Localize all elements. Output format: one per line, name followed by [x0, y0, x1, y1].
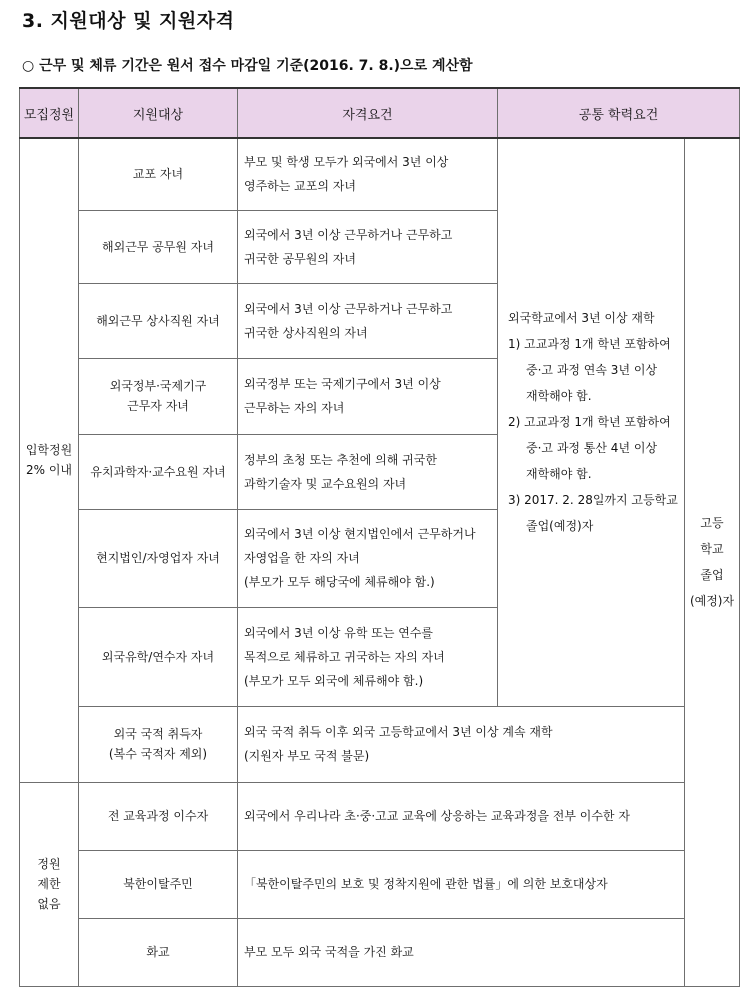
- requirement-cell: [238, 434, 498, 509]
- section-note: ○ 근무 및 체류 기간은 원서 접수 마감일 기준(2016. 7. 8.)으로 계산함: [22, 58, 473, 74]
- requirement-cell: [238, 138, 498, 210]
- requirement-text: 외국에서 3년 이상 현지법인에서 근무하거나: [244, 527, 476, 541]
- quota-none-line: 없음: [37, 897, 61, 911]
- common-item: 3) 2017. 2. 28일까지 고등학교: [508, 493, 678, 508]
- requirement-text: 목적으로 체류하고 귀국하는 자의 자녀: [244, 649, 445, 664]
- target-text: 외국 국적 취득자: [113, 727, 203, 741]
- requirement-text: 귀국한 공무원의 자녀: [244, 251, 356, 266]
- target-cell: [79, 509, 238, 607]
- requirement-text: 외국에서 3년 이상 근무하거나 근무하고: [244, 301, 453, 316]
- requirement-text: (부모가 모두 해당국에 체류해야 함.): [244, 575, 435, 589]
- target-text: 교포 자녀: [132, 167, 184, 182]
- target-text: 유치과학자·교수요원 자녀: [90, 464, 226, 479]
- requirement-text: 외국 국적 취득 이후 외국 고등학교에서 3년 이상 계속 재학: [244, 725, 553, 739]
- requirement-cell: [238, 607, 498, 706]
- quota-main-line: 2% 이내: [25, 463, 73, 478]
- common-item: 1) 고교과정 1개 학년 포함하여: [508, 337, 671, 352]
- common-item-cont: 재학해야 함.: [526, 389, 592, 404]
- graduate-cell: [685, 138, 740, 986]
- requirement-text: 과학기술자 및 교수요원의 자녀: [244, 476, 407, 491]
- table-header-row: [20, 88, 740, 138]
- header-requirement: 자격요건: [238, 88, 498, 138]
- requirement-text: (지원자 부모 국적 불문): [244, 749, 370, 763]
- common-item-cont: 재학해야 함.: [526, 467, 592, 482]
- target-cell: 화교: [79, 918, 238, 986]
- requirement-cell: 「북한이탈주민의 보호 및 정착지원에 관한 법률」에 의한 보호대상자: [238, 850, 685, 918]
- requirement-text: 부모 및 학생 모두가 외국에서 3년 이상: [244, 155, 449, 170]
- requirement-text: 자영업을 한 자의 자녀: [244, 551, 360, 565]
- quota-main-line: 입학정원: [25, 443, 73, 458]
- requirement-cell: 외국에서 우리나라 초·중·고교 교육에 상응하는 교육과정을 전부 이수한 자: [238, 782, 685, 850]
- table-row: [20, 706, 740, 782]
- table-row: [20, 782, 740, 850]
- common-requirement-cell: [498, 138, 685, 706]
- table-row: [20, 918, 740, 986]
- header-common: 공통 학력요건: [498, 88, 740, 138]
- target-text: 현지법인/자영업자 자녀: [96, 551, 220, 565]
- requirement-cell: [238, 509, 498, 607]
- target-text: 해외근무 상사직원 자녀: [96, 313, 220, 328]
- requirement-text: (부모가 모두 외국에 체류해야 함.): [244, 673, 424, 688]
- target-cell: [79, 358, 238, 434]
- target-cell: [79, 434, 238, 509]
- requirement-text: 외국정부 또는 국제기구에서 3년 이상: [244, 377, 441, 391]
- target-cell: 전 교육과정 이수자: [79, 782, 238, 850]
- target-text: 해외근무 공무원 자녀: [102, 239, 214, 254]
- target-cell: [79, 706, 238, 782]
- target-cell: [79, 607, 238, 706]
- target-text: 근무자 자녀: [127, 399, 189, 413]
- requirement-text: 외국에서 3년 이상 유학 또는 연수를: [244, 625, 433, 640]
- target-cell: [79, 210, 238, 283]
- quota-main-cell: [20, 138, 79, 782]
- requirement-cell: [238, 358, 498, 434]
- common-item: 2) 고교과정 1개 학년 포함하여: [508, 415, 671, 430]
- requirement-cell: 부모 모두 외국 국적을 가진 화교: [238, 918, 685, 986]
- graduate-text: (예정)자: [689, 594, 735, 609]
- target-text: (복수 국적자 제외): [108, 747, 208, 761]
- target-cell: [79, 283, 238, 358]
- requirement-text: 외국에서 3년 이상 근무하거나 근무하고: [244, 227, 453, 242]
- graduate-text: 고등: [700, 516, 724, 531]
- target-cell: 북한이탈주민: [79, 850, 238, 918]
- target-cell: [79, 138, 238, 210]
- quota-none-line: 정원: [37, 857, 61, 871]
- quota-none-line: 제한: [37, 877, 61, 891]
- common-item-cont: 중·고 과정 연속 3년 이상: [526, 363, 658, 378]
- requirement-cell: [238, 706, 685, 782]
- header-target: 지원대상: [79, 88, 238, 138]
- requirement-text: 근무하는 자의 자녀: [244, 401, 345, 415]
- target-text: 외국유학/연수자 자녀: [101, 649, 215, 664]
- quota-none-cell: [20, 782, 79, 986]
- section-title: 3. 지원대상 및 지원자격: [22, 10, 235, 32]
- table-row: [20, 850, 740, 918]
- common-item-cont: 중·고 과정 통산 4년 이상: [526, 441, 658, 456]
- eligibility-table: [19, 87, 740, 987]
- header-quota: 모집정원: [20, 88, 79, 138]
- target-text: 외국정부·국제기구: [109, 379, 207, 393]
- requirement-cell: [238, 210, 498, 283]
- common-head: 외국학교에서 3년 이상 재학: [508, 311, 655, 326]
- requirement-cell: [238, 283, 498, 358]
- common-item-cont: 졸업(예정)자: [526, 519, 594, 534]
- requirement-text: 귀국한 상사직원의 자녀: [244, 325, 368, 340]
- graduate-text: 졸업: [700, 568, 724, 583]
- graduate-text: 학교: [700, 542, 724, 557]
- requirement-text: 영주하는 교포의 자녀: [244, 179, 356, 194]
- table-row: [20, 138, 740, 210]
- requirement-text: 정부의 초청 또는 추천에 의해 귀국한: [244, 452, 437, 467]
